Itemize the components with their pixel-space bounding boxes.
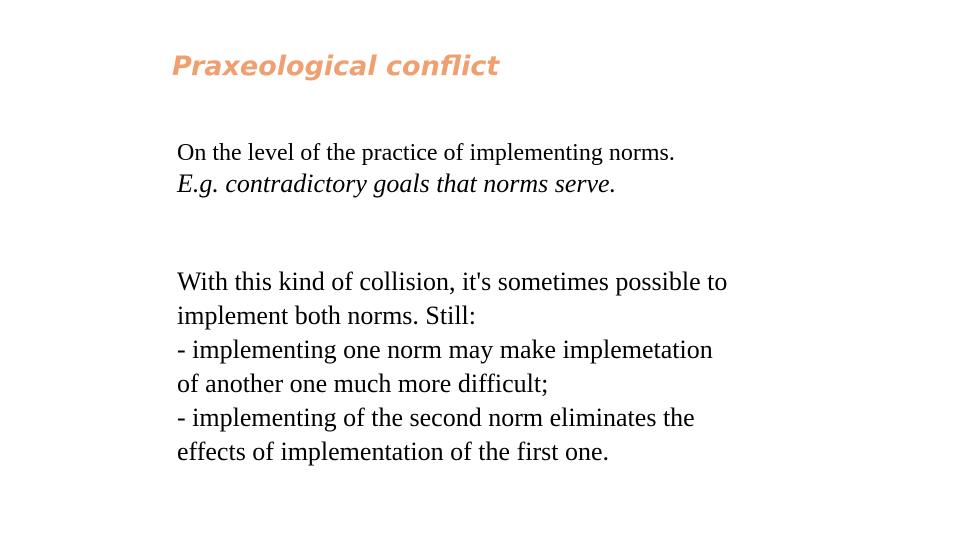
body-line: - implementing one norm may make implemetation xyxy=(177,335,713,364)
body-line: of another one much more difficult; xyxy=(177,369,549,398)
intro-definition-line: On the level of the practice of implementing norms. xyxy=(177,140,675,166)
body-line: With this kind of collision, it's sometimes possible to xyxy=(177,267,728,296)
intro-block xyxy=(177,138,877,200)
intro-example-line: E.g. contradictory goals that norms serve. xyxy=(177,169,617,198)
body-paragraph xyxy=(177,265,877,469)
body-line: implement both norms. Still: xyxy=(177,301,476,330)
body-line: - implementing of the second norm eliminates the xyxy=(177,403,695,432)
body-line: effects of implementation of the first one. xyxy=(177,437,609,466)
slide-title: Praxeological conflict xyxy=(172,51,500,82)
